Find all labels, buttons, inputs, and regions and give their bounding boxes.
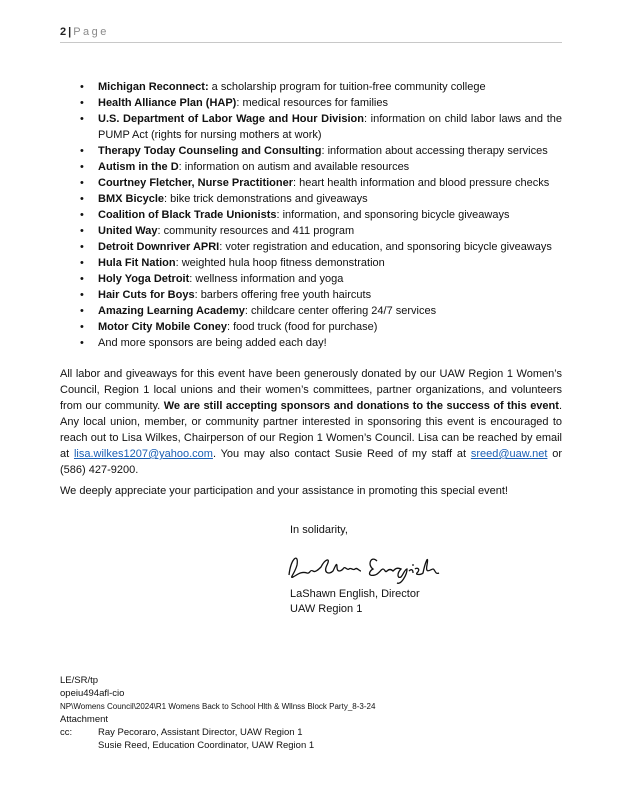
list-item <box>60 287 562 303</box>
email-link-lisa[interactable]: lisa.wilkes1207@yahoo.com <box>73 448 213 460</box>
sponsor-name: Amazing Learning Academy <box>98 305 245 317</box>
sponsor-name: Autism in the D <box>98 161 179 173</box>
sponsor-name: Motor City Mobile Coney <box>98 321 227 333</box>
sponsor-desc: : food truck (food for purchase) <box>226 321 378 333</box>
closing-salutation: In solidarity, <box>290 524 348 536</box>
sponsor-name: Therapy Today Counseling and Consulting <box>98 145 322 157</box>
bullet-icon: • <box>80 257 84 269</box>
paragraph-text: . Any local union, member, or community partner interested in sponsoring this event is encouraged to reach out to Lisa Wilkes, Chairperson of our Region 1 Women’s Council. Lisa can be reached by email at <box>60 400 562 460</box>
file-path: NP\Womens Council\2024\R1 Womens Back to School Hlth & Wllnss Block Party_8-3-24 <box>60 702 376 711</box>
list-item <box>60 303 562 319</box>
bullet-icon: • <box>80 289 84 301</box>
sponsor-desc: : information on child labor laws and the PUMP Act (rights for nursing mothers at work) <box>98 113 562 141</box>
bullet-icon: • <box>80 305 84 317</box>
list-item <box>60 95 562 111</box>
cc-row <box>60 739 375 752</box>
sponsor-name: Hula Fit Nation <box>98 257 176 269</box>
cc-recipient: Susie Reed, Education Coordinator, UAW Region 1 <box>98 740 315 751</box>
bullet-icon: • <box>80 145 84 157</box>
sponsor-desc: a scholarship program for tuition-free community college <box>208 81 486 93</box>
bullet-icon: • <box>80 209 84 221</box>
page-separator: | <box>68 26 72 38</box>
list-item <box>60 175 562 191</box>
sponsor-desc: : barbers offering free youth haircuts <box>194 289 372 301</box>
list-item <box>60 79 562 95</box>
paragraph-text: or (586) 427-9200. <box>60 448 563 476</box>
sponsor-name: Health Alliance Plan (HAP) <box>98 97 237 109</box>
bullet-icon: • <box>80 337 84 349</box>
list-item <box>60 111 562 143</box>
sponsor-name: BMX Bicycle <box>98 193 165 205</box>
sponsor-desc: : information, and sponsoring bicycle giveaways <box>276 209 510 221</box>
sponsor-name: Courtney Fletcher, Nurse Practitioner <box>98 177 293 189</box>
sponsor-desc: : wellness information and yoga <box>189 273 344 285</box>
sponsor-name: Hair Cuts for Boys <box>98 289 195 301</box>
accepting-sponsors-note: We are still accepting sponsors and donations to the success of this event <box>163 400 559 412</box>
sponsor-desc: : information on autism and available resources <box>178 161 410 173</box>
sponsor-desc: : information about accessing therapy services <box>321 145 548 157</box>
email-link-susie[interactable]: sreed@uaw.net <box>470 448 548 460</box>
list-item <box>60 271 562 287</box>
bullet-icon: • <box>80 225 84 237</box>
bullet-icon: • <box>80 273 84 285</box>
bullet-icon: • <box>80 321 84 333</box>
list-item <box>60 191 562 207</box>
page-number: 2 <box>60 26 67 38</box>
bullet-icon: • <box>80 193 84 205</box>
sponsor-name: Detroit Downriver APRI <box>98 241 220 253</box>
bullet-icon: • <box>80 113 84 125</box>
sponsor-name: Coalition of Black Trade Unionists <box>98 209 277 221</box>
signatory-block <box>290 587 420 617</box>
sponsor-name: United Way <box>98 225 158 237</box>
sponsor-desc: And more sponsors are being added each day! <box>98 337 327 349</box>
letter-footer <box>60 674 375 752</box>
list-item <box>60 239 562 255</box>
reference-initials: LE/SR/tp <box>60 675 99 686</box>
sponsor-name: U.S. Department of Labor Wage and Hour Division <box>98 113 364 125</box>
bullet-icon: • <box>80 241 84 253</box>
sponsor-desc: : childcare center offering 24/7 services <box>244 305 437 317</box>
appreciation-paragraph: We deeply appreciate your participation and your assistance in promoting this special event! <box>60 485 508 497</box>
paragraph-text: . You may also contact Susie Reed of my staff at <box>212 448 471 460</box>
sponsor-desc: : community resources and 411 program <box>157 225 355 237</box>
bullet-icon: • <box>80 81 84 93</box>
signatory-org: UAW Region 1 <box>290 603 363 615</box>
attachment-note: Attachment <box>60 714 109 725</box>
sponsor-list <box>60 79 562 351</box>
bullet-icon: • <box>80 177 84 189</box>
cc-row <box>60 726 375 739</box>
signature-stroke <box>289 558 361 577</box>
cc-label: cc: <box>60 727 73 738</box>
list-item <box>60 223 562 239</box>
bullet-icon: • <box>80 97 84 109</box>
paragraph-text: All labor and giveaways for this event have been generously donated by our UAW Region 1 Women’s Council, Region 1 local unions and their women’s committees, partner organizations, and volunteers from our community. <box>60 368 562 412</box>
page-header <box>60 26 562 43</box>
list-item <box>60 255 562 271</box>
signature-stroke <box>370 559 440 583</box>
signatory-name: LaShawn English, Director <box>290 588 420 600</box>
list-item <box>60 319 562 335</box>
list-item <box>60 143 562 159</box>
sponsor-desc: : bike trick demonstrations and giveaways <box>164 193 368 205</box>
page-label: Page <box>73 26 109 38</box>
union-label: opeiu494afl-cio <box>60 688 125 699</box>
signature-image <box>285 547 455 587</box>
cc-recipient: Ray Pecoraro, Assistant Director, UAW Region 1 <box>98 727 303 738</box>
sponsor-desc: : medical resources for families <box>236 97 388 109</box>
list-item <box>60 335 562 351</box>
donation-paragraph <box>60 366 562 478</box>
sponsor-desc: : heart health information and blood pressure checks <box>293 177 550 189</box>
sponsor-desc: : voter registration and education, and sponsoring bicycle giveaways <box>219 241 552 253</box>
list-item <box>60 207 562 223</box>
bullet-icon: • <box>80 161 84 173</box>
sponsor-desc: : weighted hula hoop fitness demonstration <box>175 257 385 269</box>
sponsor-name: Michigan Reconnect: <box>98 81 209 93</box>
sponsor-name: Holy Yoga Detroit <box>98 273 190 285</box>
list-item <box>60 159 562 175</box>
